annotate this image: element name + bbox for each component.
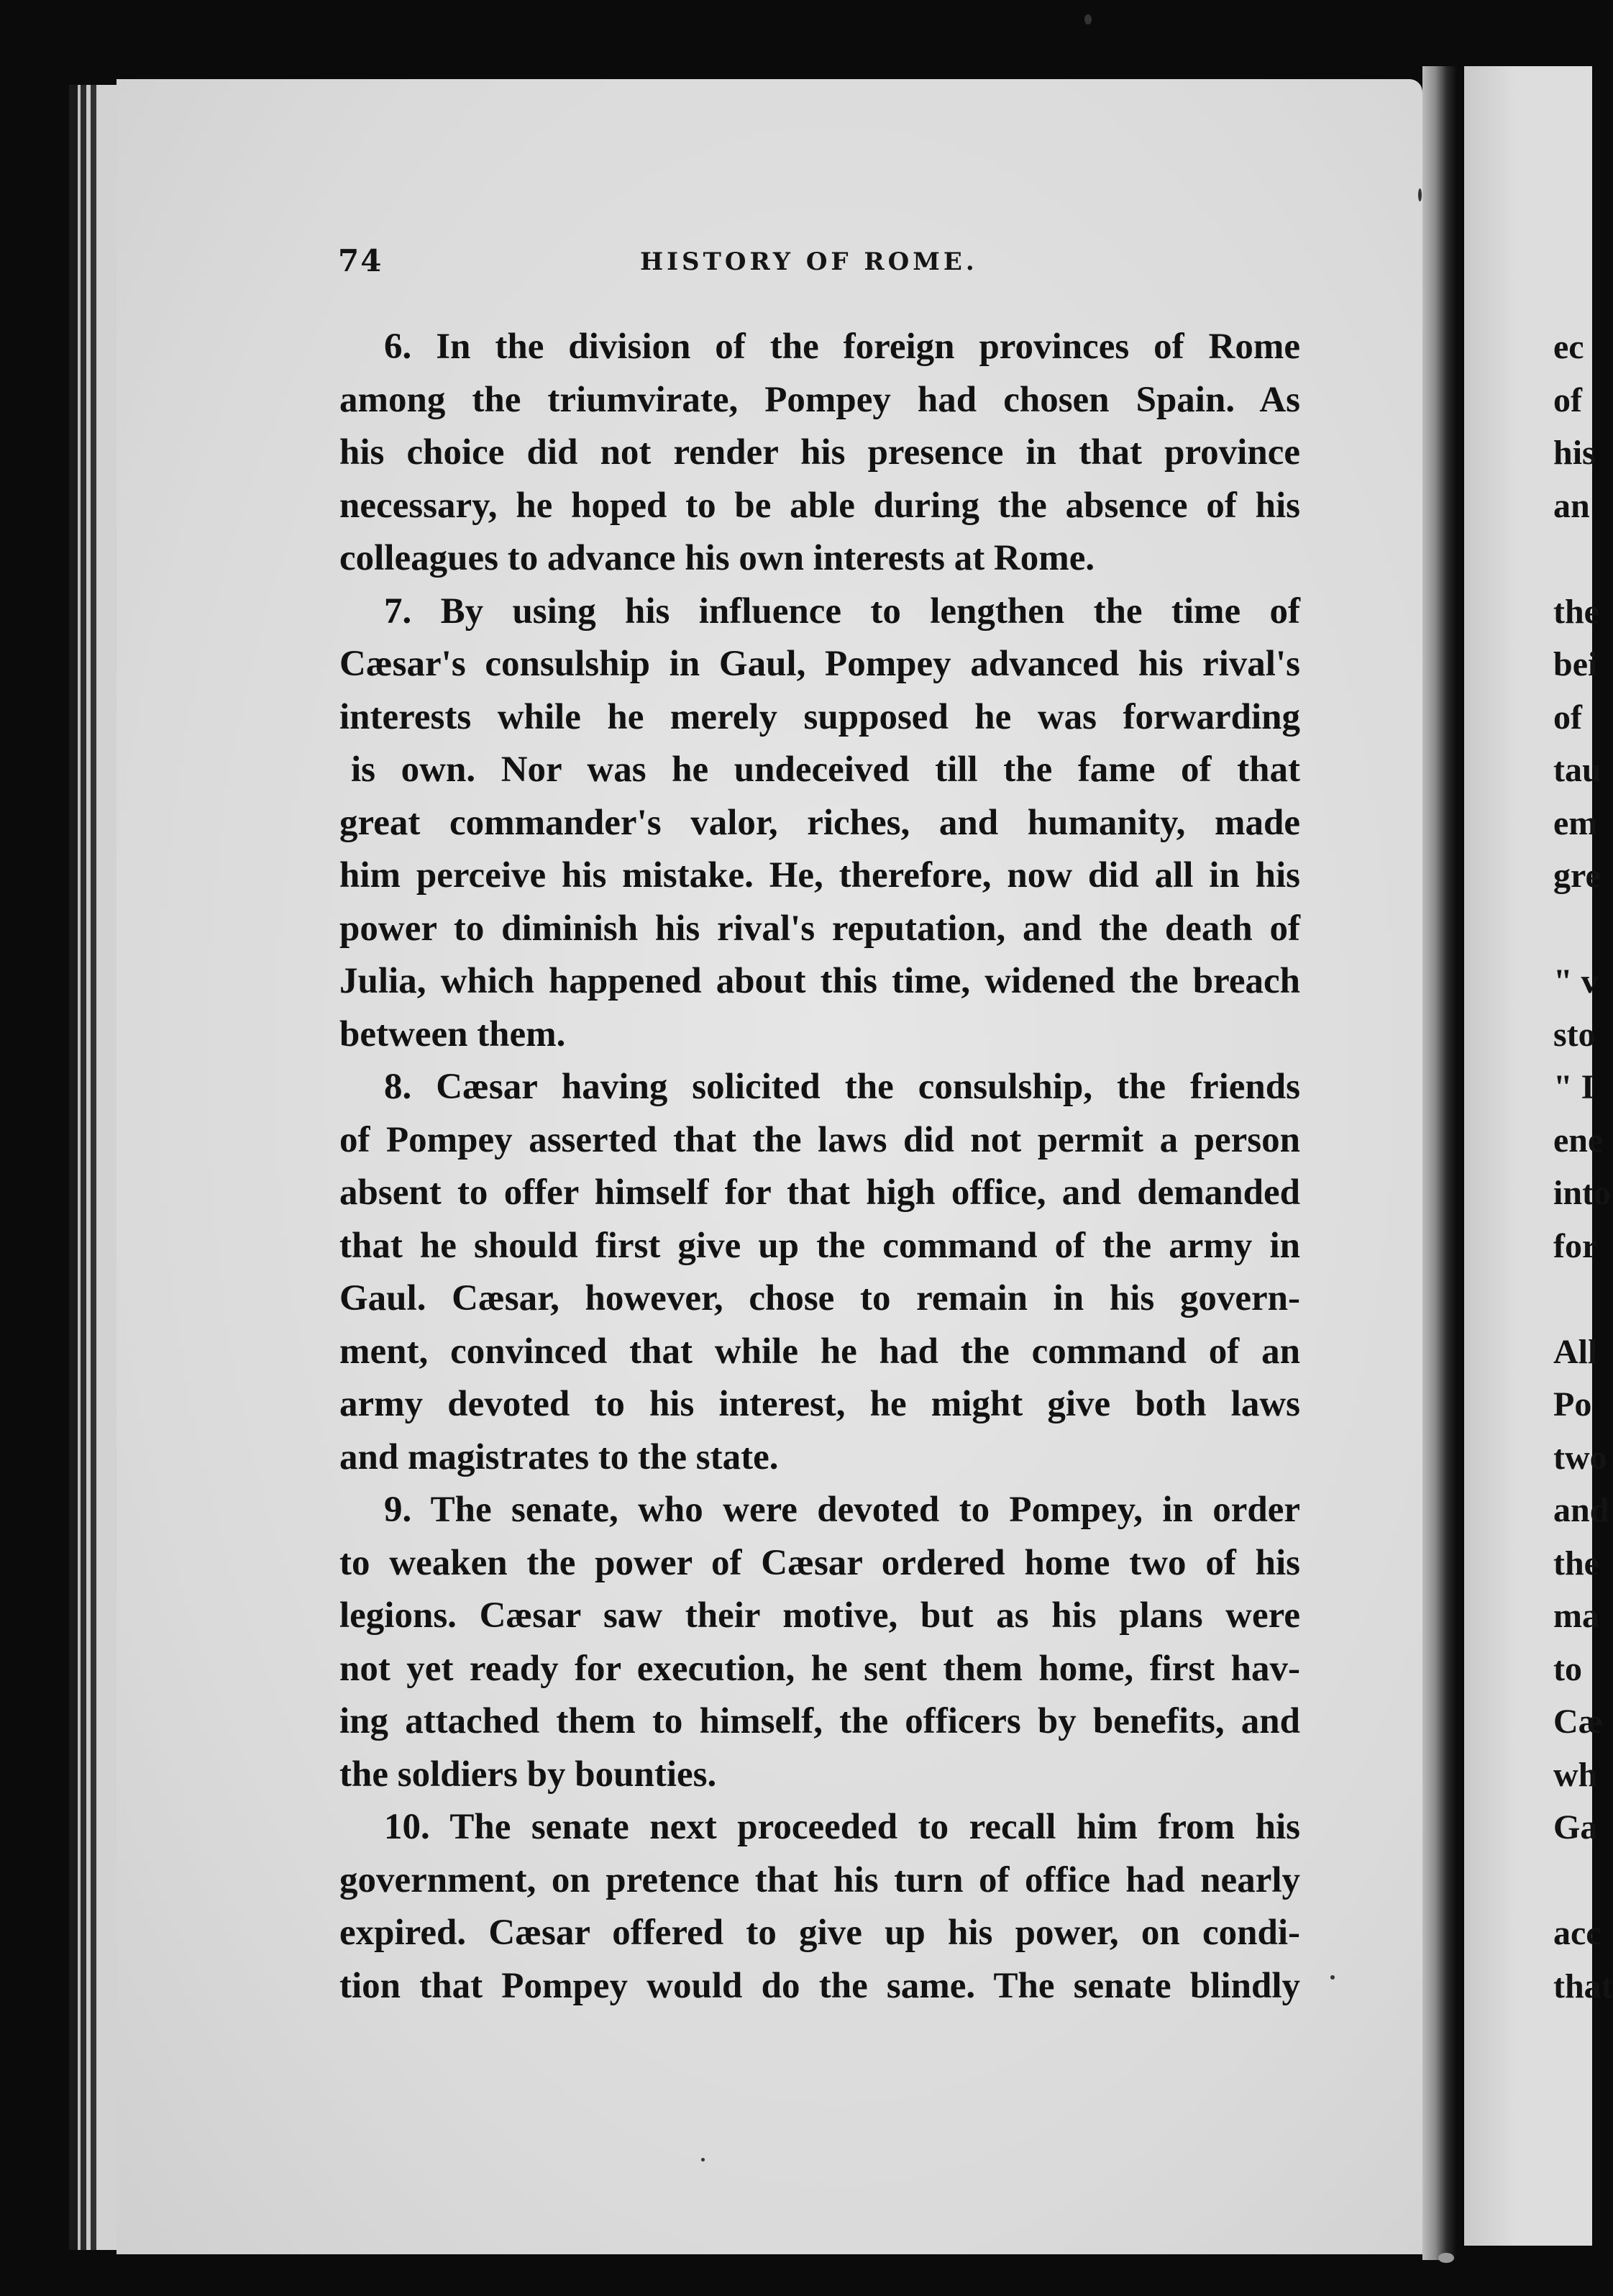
adjacent-text-fragment: an <box>1553 486 1590 525</box>
scan-speck <box>1084 14 1092 24</box>
adjacent-text-fragment: and <box>1553 1491 1609 1529</box>
adjacent-page-text <box>1553 321 1613 2013</box>
text-line: expired. Cæsar offered to give up his power, on condi- <box>339 1913 1300 1953</box>
adjacent-text-fragment: ene <box>1553 1121 1604 1160</box>
adjacent-text-fragment <box>1553 532 1592 586</box>
text-line: is own. Nor was he undeceived till the fame of that <box>351 750 1300 790</box>
text-line: 6. In the division of the foreign provinces of Rome <box>384 327 1300 367</box>
adjacent-text-fragment: into <box>1553 1174 1612 1212</box>
text-line: and magistrates to the state. <box>339 1436 779 1477</box>
scan-speck <box>701 2158 705 2161</box>
text-line: his choice did not render his presence in that province <box>339 432 1300 473</box>
adjacent-text-fragment: Ga <box>1553 1808 1598 1846</box>
text-line: ing attached them to himself, the officers by benefits, and <box>339 1701 1300 1741</box>
scan-speck <box>1330 1975 1335 1980</box>
text-line: Julia, which happened about this time, widened the breach <box>339 961 1300 1001</box>
text-line: legions. Cæsar saw their motive, but as his plans were <box>339 1595 1300 1636</box>
text-line: interests while he merely supposed he was forwarding <box>339 696 1300 737</box>
page-gutter <box>1422 66 1457 2260</box>
adjacent-text-fragment: " v <box>1553 962 1599 1001</box>
text-line: colleagues to advance his own interests at Rome. <box>339 538 1095 578</box>
text-line: 10. The senate next proceeded to recall him from his <box>384 1807 1300 1847</box>
adjacent-text-fragment: of <box>1553 698 1582 737</box>
adjacent-text-fragment: bei <box>1553 645 1598 683</box>
text-line: Cæsar's consulship in Gaul, Pompey advanced his rival's <box>339 644 1300 684</box>
adjacent-text-fragment <box>1553 1272 1592 1326</box>
text-line: 8. Cæsar having solicited the consulship, the friends <box>384 1067 1300 1107</box>
adjacent-text-fragment: wh <box>1553 1755 1598 1794</box>
adjacent-text-fragment: his <box>1553 434 1596 472</box>
adjacent-text-fragment: to <box>1553 1649 1582 1688</box>
book-binding-edge <box>69 85 116 2250</box>
text-line: of Pompey asserted that the laws did not permit a person <box>339 1119 1300 1160</box>
text-line: him perceive his mistake. He, therefore, now did all in his <box>339 855 1300 896</box>
adjacent-text-fragment: " I <box>1553 1068 1595 1106</box>
text-line: necessary, he hoped to be able during the absence of his <box>339 485 1300 526</box>
text-line: between them. <box>339 1013 566 1054</box>
adjacent-text-fragment <box>1553 903 1592 956</box>
adjacent-text-fragment: that <box>1553 1967 1613 2005</box>
text-line: Gaul. Cæsar, however, chose to remain in his govern- <box>339 1278 1300 1318</box>
adjacent-text-fragment: acc <box>1553 1914 1601 1952</box>
text-line: 7. By using his influence to lengthen the time of <box>384 591 1300 632</box>
page-number: 74 <box>338 243 383 278</box>
adjacent-text-fragment: Po <box>1553 1385 1592 1423</box>
text-line: the soldiers by bounties. <box>339 1754 717 1795</box>
adjacent-text-fragment: of <box>1553 381 1582 419</box>
scan-speck <box>1438 2253 1454 2263</box>
adjacent-text-fragment: ma <box>1553 1597 1599 1635</box>
adjacent-text-fragment: gre <box>1553 857 1601 895</box>
text-line: tion that Pompey would do the same. The senate blindly <box>339 1965 1300 2006</box>
text-line: army devoted to his interest, he might give both laws <box>339 1384 1300 1424</box>
adjacent-text-fragment: Cæ <box>1553 1703 1604 1741</box>
adjacent-text-fragment: the <box>1553 1544 1599 1582</box>
text-line: ment, convinced that while he had the command of an <box>339 1331 1300 1372</box>
running-head <box>338 243 1302 286</box>
text-line: 9. The senate, who were devoted to Pompey, in order <box>384 1490 1300 1530</box>
scan-speck <box>1418 188 1422 201</box>
adjacent-text-fragment: sto <box>1553 1015 1596 1054</box>
text-line: not yet ready for execution, he sent them home, first hav- <box>339 1648 1300 1689</box>
running-title: HISTORY OF ROME. <box>640 247 978 276</box>
text-line: among the triumvirate, Pompey had chosen Spain. As <box>339 379 1300 420</box>
adjacent-text-fragment: tau <box>1553 751 1601 789</box>
adjacent-text-fragment: for <box>1553 1226 1598 1265</box>
adjacent-text-fragment: ec <box>1553 328 1584 366</box>
adjacent-text-fragment: the <box>1553 592 1599 631</box>
adjacent-text-fragment <box>1553 1854 1592 1908</box>
adjacent-text-fragment: em <box>1553 803 1598 842</box>
text-line: great commander's valor, riches, and humanity, made <box>339 802 1300 843</box>
text-line: power to diminish his rival's reputation, and the death of <box>339 908 1300 949</box>
text-line: that he should first give up the command of the army in <box>339 1225 1300 1266</box>
adjacent-text-fragment: two <box>1553 1438 1607 1477</box>
text-line: to weaken the power of Cæsar ordered home two of his <box>339 1542 1300 1583</box>
adjacent-text-fragment: All <box>1553 1332 1598 1371</box>
text-line: absent to offer himself for that high office, and demanded <box>339 1172 1300 1213</box>
text-line: government, on pretence that his turn of office had nearly <box>339 1859 1300 1900</box>
body-text <box>339 321 1300 2013</box>
